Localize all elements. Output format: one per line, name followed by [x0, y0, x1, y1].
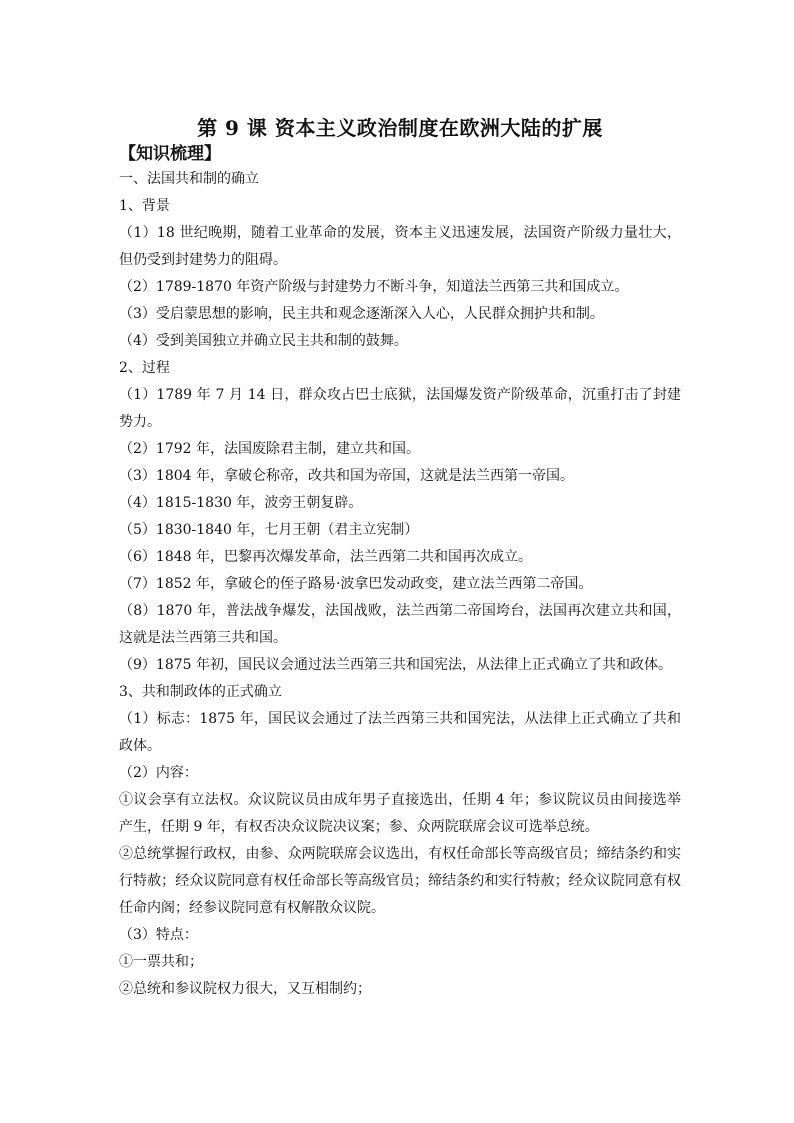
paragraph: （2）内容：	[119, 765, 198, 781]
paragraph: （7）1852 年，拿破仑的侄子路易·波拿巴发动政变，建立法兰西第二帝国。	[119, 576, 593, 592]
paragraph: （3）1804 年，拿破仑称帝，改共和国为帝国，这就是法兰西第一帝国。	[119, 468, 574, 484]
paragraph: （2）1789-1870 年资产阶级与封建势力不断斗争，知道法兰西第三共和国成立。	[119, 279, 629, 295]
paragraph: （4）受到美国独立并确立民主共和制的鼓舞。	[119, 333, 408, 349]
paragraph: （1）1789 年 7 月 14 日，群众攻占巴士底狱，法国爆发资产阶级革命，沉重打击了封建势力。	[119, 387, 681, 430]
paragraph: （8）1870 年，普法战争爆发，法国战败，法兰西第二帝国垮台，法国再次建立共和国，这就是法兰西第三共和国。	[119, 603, 681, 646]
subheading-establishment: 3、共和制政体的正式确立	[119, 684, 282, 700]
paragraph: （2）1792 年，法国废除君主制，建立共和国。	[119, 441, 420, 457]
paragraph: （1）标志：1875 年，国民议会通过了法兰西第三共和国宪法，从法律上正式确立了共和政体。	[119, 711, 681, 754]
subheading-background: 1、背景	[119, 198, 170, 214]
paragraph: ①议会享有立法权。众议院议员由成年男子直接选出，任期 4 年；参议院议员由间接选举产生，任期 9 年，有权否决众议院决议案；参、众两院联席会议可选举总统。	[119, 792, 681, 835]
paragraph: （4）1815-1830 年，波旁王朝复辟。	[119, 495, 363, 511]
paragraph: （3）特点：	[119, 927, 198, 943]
paragraph: （9）1875 年初，国民议会通过法兰西第三共和国宪法，从法律上正式确立了共和政体。	[119, 657, 672, 673]
subheading-process: 2、过程	[119, 360, 170, 376]
paragraph: （3）受启蒙思想的影响，民主共和观念逐渐深入人心，人民群众拥护共和制。	[119, 306, 604, 322]
section-heading: 【知识梳理】	[119, 144, 221, 164]
paragraph: ②总统掌握行政权，由参、众两院联席会议选出，有权任命部长等高级官员；缔结条约和实行特赦；经众议院同意有权任命部长等高级官员；缔结条约和实行特赦；经众议院同意有权任命内阁；经参议院同意有权解散众议院。	[119, 846, 681, 916]
paragraph: （6）1848 年，巴黎再次爆发革命，法兰西第二共和国再次成立。	[119, 549, 532, 565]
paragraph: （5）1830-1840 年，七月王朝（君主立宪制）	[119, 522, 419, 538]
paragraph: ①一票共和；	[119, 954, 203, 970]
heading-part-1: 一、法国共和制的确立	[119, 171, 259, 187]
lesson-title: 第 9 课 资本主义政治制度在欧洲大陆的扩展	[197, 116, 603, 140]
paragraph: ②总统和参议院权力很大，又互相制约；	[119, 981, 371, 997]
paragraph: （1）18 世纪晚期，随着工业革命的发展，资本主义迅速发展，法国资产阶级力量壮大，但仍受到封建势力的阻碍。	[119, 225, 681, 268]
document-content	[119, 114, 681, 1003]
